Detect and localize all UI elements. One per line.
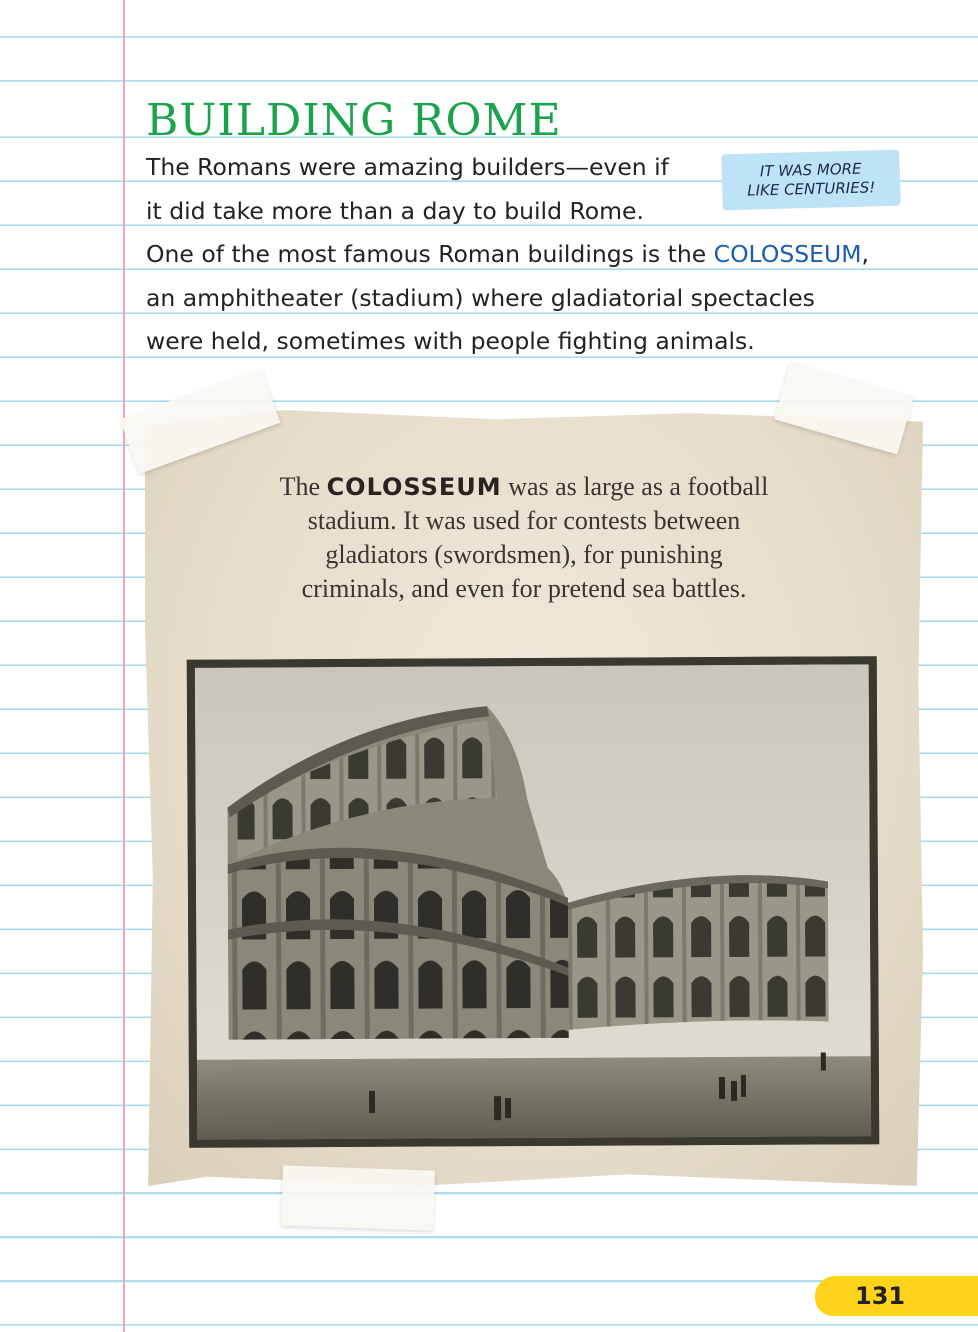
notebook-margin-line xyxy=(123,0,125,1332)
callout-line: IT WAS MORE xyxy=(759,159,862,181)
caption-fragment: The xyxy=(279,472,327,501)
body-text-line: an amphitheater (stadium) where gladiatorial spectacles xyxy=(146,284,815,312)
caption-line: stadium. It was used for contests between xyxy=(307,506,741,535)
callout-line: LIKE CENTURIES! xyxy=(746,178,876,200)
tape-strip xyxy=(281,1165,435,1230)
body-text-line: were held, sometimes with people fighting animals. xyxy=(146,327,755,355)
body-text-line: it did take more than a day to build Rome. xyxy=(146,197,644,225)
caption-line: gladiators (swordsmen), for punishing xyxy=(325,540,723,569)
colosseum-photo xyxy=(187,656,880,1148)
caption-keyword: COLOSSEUM xyxy=(326,473,502,501)
caption-line: criminals, and even for pretend sea battles. xyxy=(301,574,747,603)
body-text-line: The Romans were amazing builders—even if xyxy=(146,153,669,181)
body-text-fragment: , xyxy=(861,240,869,268)
colosseum-caption xyxy=(222,470,826,606)
body-text-line xyxy=(146,239,869,269)
page-title: BUILDING ROME xyxy=(146,95,562,146)
body-text-fragment: One of the most famous Roman buildings is the xyxy=(146,240,714,268)
page-number: 131 xyxy=(855,1282,906,1310)
page-number-tab xyxy=(815,1276,978,1316)
caption-fragment: was as large as a football xyxy=(501,472,769,501)
sidenote-callout xyxy=(721,150,900,211)
colosseum-illustration xyxy=(187,656,880,1148)
colosseum-keyword: COLOSSEUM xyxy=(713,240,862,268)
